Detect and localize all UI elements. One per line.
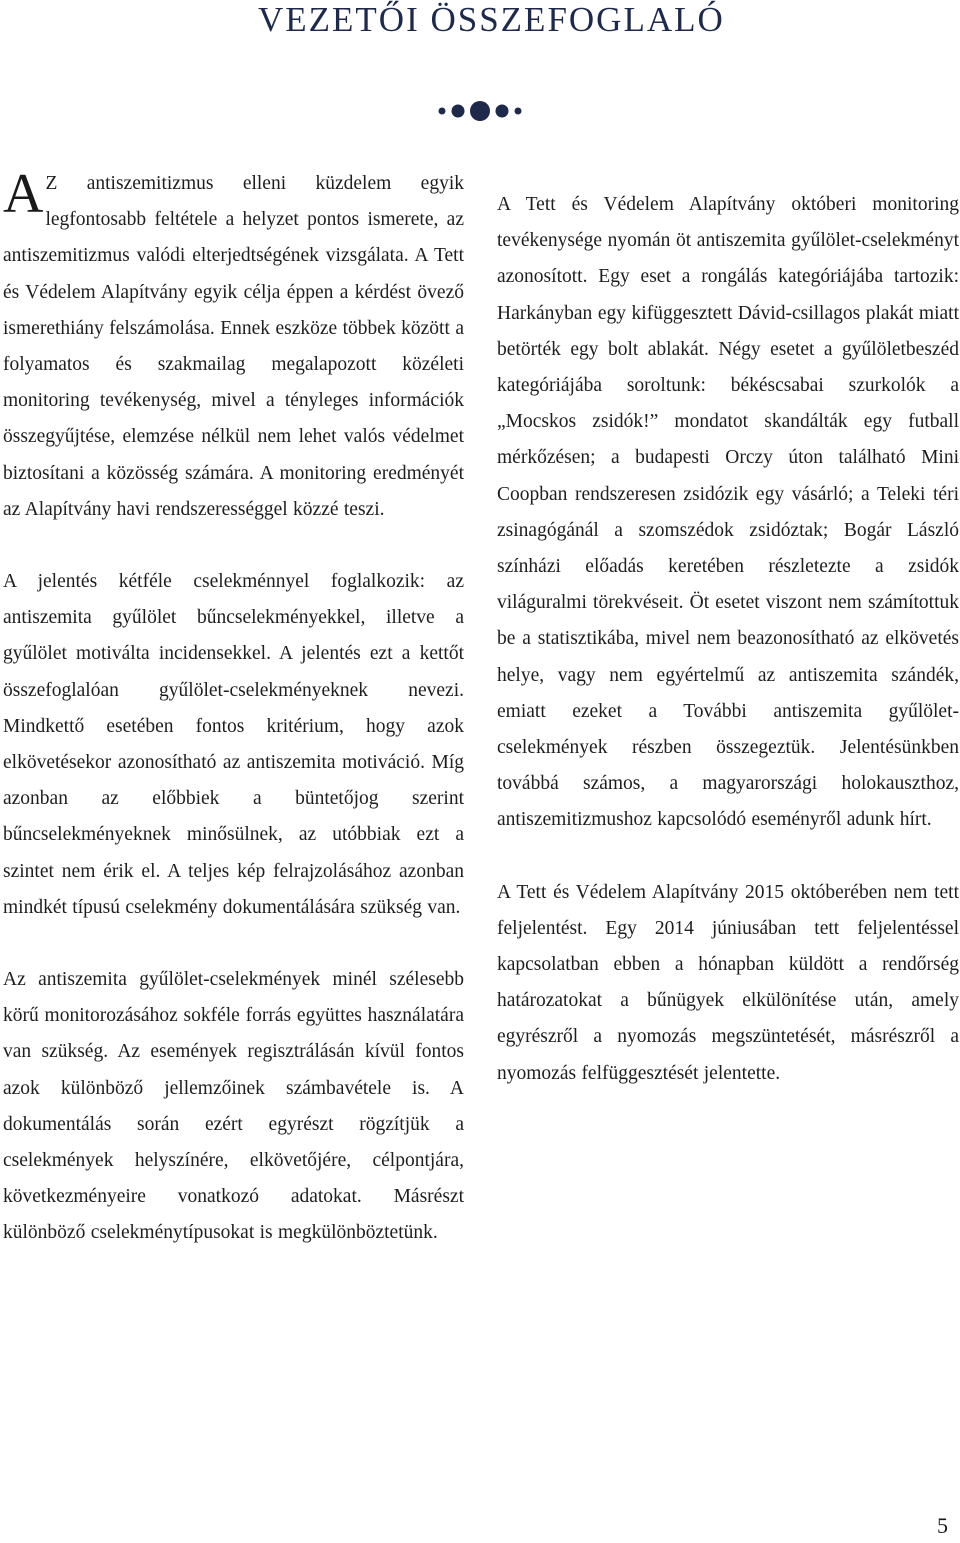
left-paragraph-1-text: Z antiszemitizmus elleni küzdelem egyik legfontosabb feltétele a helyzet pontos ismerete, az antiszemitizmus valódi elterjedtségének vizsgálata. A Tett és Védelem Alapítvány egyik célja éppen a kérdést övező ismerethiány felszámolása. Ennek eszköze többek között a folyamatos és szakmailag megalapozott közéleti monitoring tevékenység, mivel a tényleges információk összegyűjtése, elemzése nélkül nem lehet valós védelmet biztosítani a közösség számára. A monitoring eredményét az Alapítvány havi rendszerességgel közzé teszi. <box>3 173 464 520</box>
right-paragraph-1: A Tett és Védelem Alapítvány októberi monitoring tevékenysége nyomán öt antiszemita gyűlölet-cselekményt azonosított. Egy eset a rongálás kategóriájába tartozik: Harkányban egy kifüggesztett Dávid-csillagos plakát miatt betörték egy bolt ablakát. Négy esetet a gyűlöletbeszéd kategóriájába soroltunk: békéscsabai szurkolók a „Mocskos zsidók!” mondatot skandálták egy futball mérkőzésen; a budapesti Orczy úton található Mini Coopban rendszeresen zsidózik egy vásárló; a Teleki téri zsinagógánál a szomszédok zsidóztak; Bogár László színházi előadás keretében részletezte a zsidók világuralmi törekvéseit. Öt esetet viszont nem számítottuk be a statisztikába, mivel nem beazonosítható az elkövetés helye, vagy nem egyértelmű az antiszemita szándék, emiatt ezeket a További antiszemita gyűlölet-cselekmények részben összegeztük. Jelentésünkben továbbá számos, a magyarországi holokauszthoz, antiszemitizmushoz kapcsolódó eseményről adunk hírt. <box>497 194 959 831</box>
left-column <box>3 163 464 1288</box>
page-title: VEZETŐI ÖSSZEFOGLALÓ <box>258 0 725 39</box>
dots-ornament-icon <box>435 96 525 126</box>
drop-cap: A <box>3 163 44 225</box>
right-paragraph-2: A Tett és Védelem Alapítvány 2015 októberében nem tett feljelentést. Egy 2014 júniusában tett feljelentéssel kapcsolatban ebben a hónapban küldött a rendőrség határozatokat a bűnügyek elkülönítése után, amely egyrészről a nyomozás megszüntetését, másrészről a nyomozás felfüggesztését jelentette. <box>497 881 959 1084</box>
left-paragraph-1 <box>3 163 464 528</box>
right-column <box>497 187 959 1128</box>
page-number: 5 <box>937 1513 948 1538</box>
left-paragraph-3: Az antiszemita gyűlölet-cselekmények minél szélesebb körű monitorozásához sokféle forrás együttes használatára van szükség. Az események regisztrálásán kívül fontos azok különböző jellemzőinek számbavétele is. A dokumentálás során ezért egyrészt rögzítjük a cselekmények helyszínére, elkövetőjére, célpontjára, következményeire vonatkozó adatokat. Másrészt különböző cselekménytípusokat is megkülönböztetünk. <box>3 969 464 1244</box>
left-paragraph-2: A jelentés kétféle cselekménnyel foglalkozik: az antiszemita gyűlölet bűncselekményekkel, illetve a gyűlölet motiválta incidensekkel. A jelentés ezt a kettőt összefoglalóan gyűlölet-cselekményeknek nevezi. Mindkettő esetében fontos kritérium, hogy azok elkövetésekor azonosítható az antiszemita motiváció. Míg azonban az előbbiek a büntetőjog szerint bűncselekményeknek minősülnek, az utóbbiak ezt a szintet nem érik el. A teljes kép felrajzolásához azonban mindkét típusú cselekmény dokumentálására szükség van. <box>3 571 464 918</box>
